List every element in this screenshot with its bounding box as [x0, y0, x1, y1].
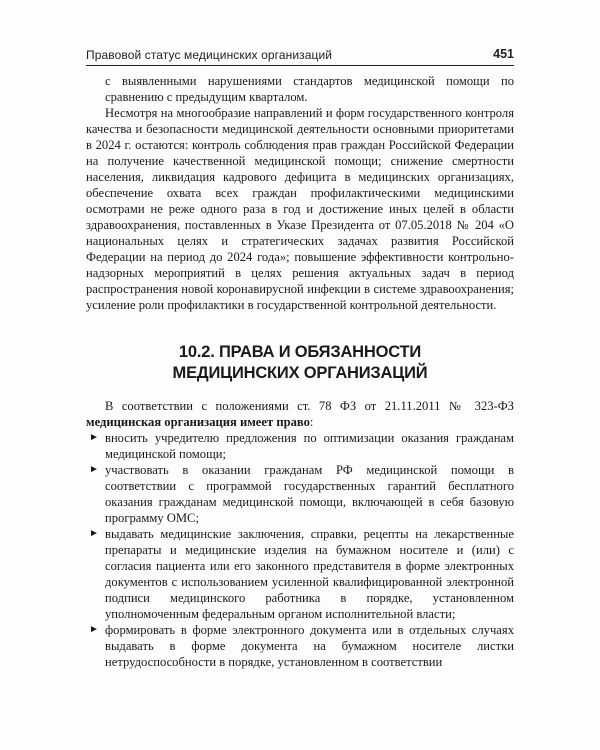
paragraph-priorities: Несмотря на многообразие направлений и форм государственного контроля качества и безопасности медицинской деятельности основными приоритетами в 2024 г. остаются: контроль соблюдения прав граждан Российской Федерации на получение качественной медицинской помощи; снижение смертности населения, ликвидация кадрового дефицита в медицинских организациях, обеспечение охвата всех граждан профилактическими медицинскими осмотрами не реже одного раза в год и достижение иных целей в области здравоохранения, поставленных в Указе Президента от 07.05.2018 № 204 «О национальных целях и стратегических задачах развития Российской Федерации на период до 2024 года»; повышение эффективности контрольно-надзорных мероприятий в целях решения актуальных задач в период распространения новой коронавирусной инфекции в системе здравоохранения; усиление роли профилактики в государственной контрольной деятельности.: [86, 106, 514, 312]
running-header-title: Правовой статус медицинских организаций: [86, 48, 333, 62]
list-item: [86, 430, 514, 462]
section-heading-line-2: МЕДИЦИНСКИХ ОРГАНИЗАЦИЙ: [172, 364, 428, 382]
list-item-text: участвовать в оказании гражданам РФ медицинской помощи в соответствии с программой государственных гарантий бесплатного оказания гражданам медицинской помощи, включающей в себя базовую программу ОМС;: [105, 463, 514, 525]
list-item: [86, 526, 514, 622]
section-intro-colon: :: [309, 415, 314, 429]
section-intro-emphasis: медицинская организация имеет право: [86, 415, 310, 429]
running-header: [86, 47, 514, 66]
bullet-arrow-icon: ►: [89, 464, 99, 475]
list-item-text: формировать в форме электронного документа или в отдельных случаях выдавать в форме документа на бумажном носителе листки нетрудоспособности в порядке, установленном в соответствии: [105, 623, 514, 669]
rights-list: [86, 430, 514, 670]
section-intro: [86, 398, 514, 430]
list-item: [86, 462, 514, 526]
section-heading: [86, 342, 514, 384]
page-content: [86, 73, 514, 670]
list-item-text: выдавать медицинские заключения, справки, рецепты на лекарственные препараты и медицинские изделия на бумажном носителе и (или) с согласия пациента или его законного представителя в форме электронных документов с использованием усиленной квалифицированной электронной подписи медицинского работника в порядке, установленном уполномоченным федеральным органом исполнительной власти;: [105, 527, 514, 621]
section-heading-line-1: 10.2. ПРАВА И ОБЯЗАННОСТИ: [178, 343, 422, 361]
page-number: 451: [493, 47, 514, 61]
bullet-arrow-icon: ►: [89, 432, 99, 443]
list-item-text: вносить учредителю предложения по оптимизации оказания гражданам медицинской помощи;: [105, 431, 514, 461]
bullet-arrow-icon: ►: [89, 528, 99, 539]
section-intro-text: В соответствии с положениями ст. 78 ФЗ от 21.11.2011 № 323-ФЗ: [105, 399, 514, 413]
bullet-arrow-icon: ►: [89, 624, 99, 635]
list-item: [86, 622, 514, 670]
paragraph-continuation: с выявленными нарушениями стандартов медицинской помощи по сравнению с предыдущим кварталом.: [105, 74, 514, 104]
